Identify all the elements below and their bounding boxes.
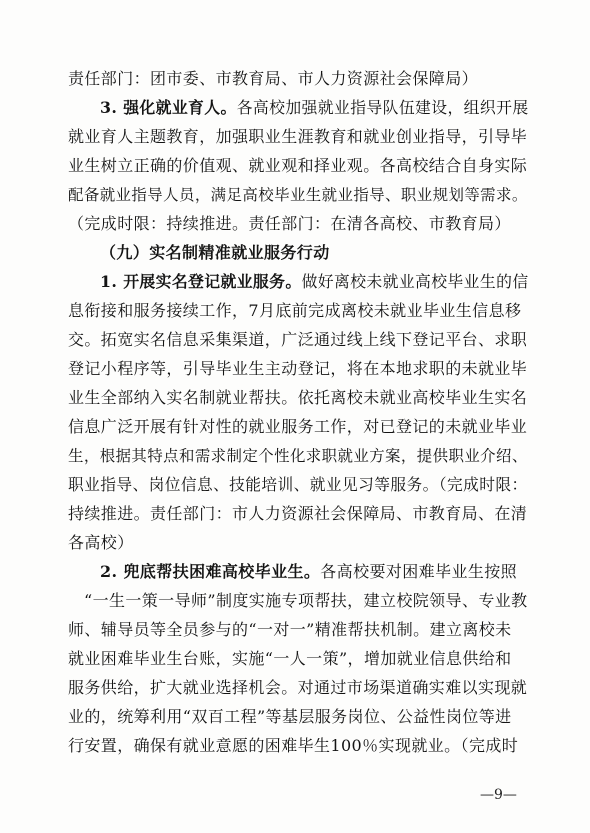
text-line: 业生树立正确的价值观、就业观和择业观。各高校结合自身实际 — [68, 156, 528, 175]
text-line: 责任部门：团市委、市教育局、市人力资源社会保障局） — [68, 69, 479, 88]
item-body: 各高校加强就业指导队伍建设，组织开展 — [236, 98, 529, 117]
text-line: 配备就业指导人员，满足高校毕业生就业指导、职业规划等需求。 — [68, 186, 528, 204]
text-line: 师、辅导员等全员参与的“一对一”精准帮扶机制。建立离校未 — [68, 620, 512, 639]
item-heading: 1. 开展实名登记就业服务。 — [100, 272, 302, 291]
text-line: （完成时限：持续推进。责任部门：在清各高校、市教育局） — [68, 214, 511, 233]
text-line: 行安置，确保有就业意愿的困难毕生100％实现就业。（完成时 — [68, 736, 519, 755]
text-line: 登记小程序等，引导毕业生主动登记，将在本地求职的未就业毕 — [68, 359, 528, 378]
item-heading: 3. 强化就业育人。 — [100, 98, 237, 117]
text-line: 交。拓宽实名信息采集渠道，广泛通过线上线下登记平台、求职 — [68, 330, 528, 349]
text-line: 职业指导、岗位信息、技能培训、就业见习等服务。（完成时限： — [68, 475, 528, 494]
list-item-1 — [100, 271, 529, 293]
text-line: “一生一策一导师”制度实施专项帮扶，建立校院领导、专业教 — [84, 591, 528, 610]
item-heading: 2. 兜底帮扶困难高校毕业生。 — [100, 562, 321, 581]
text-line: 业的，统筹利用“双百工程”等基层服务岗位、公益性岗位等进 — [68, 707, 512, 726]
text-line: 就业困难毕业生台账，实施“一人一策”，增加就业信息供给和 — [68, 649, 512, 668]
text-line: 业生全部纳入实名制就业帮扶。依托离校未就业高校毕业生实名 — [68, 388, 528, 407]
list-item-3 — [100, 97, 529, 119]
item-body: 做好离校未就业高校毕业生的信 — [301, 272, 529, 291]
text-line: 服务供给，扩大就业选择机会。对通过市场渠道确实难以实现就 — [68, 678, 528, 697]
page-number: —9— — [480, 787, 517, 803]
section-heading: （九）实名制精准就业服务行动 — [100, 243, 330, 262]
text-line: 生，根据其特点和需求制定个性化求职就业方案，提供职业介绍、 — [68, 447, 528, 465]
text-line: 就业育人主题教育，加强职业生涯教育和就业创业指导，引导毕 — [68, 127, 528, 146]
list-item-2 — [100, 561, 517, 583]
text-line: 息衔接和服务接续工作，7月底前完成离校未就业毕业生信息移 — [68, 301, 522, 320]
text-line: 信息广泛开展有针对性的就业服务工作，对已登记的未就业毕业 — [68, 417, 528, 436]
text-line: 各高校） — [68, 533, 134, 552]
item-body: 各高校要对困难毕业生按照 — [320, 562, 518, 581]
text-line: 持续推进。责任部门：市人力资源社会保障局、市教育局、在清 — [68, 504, 528, 523]
